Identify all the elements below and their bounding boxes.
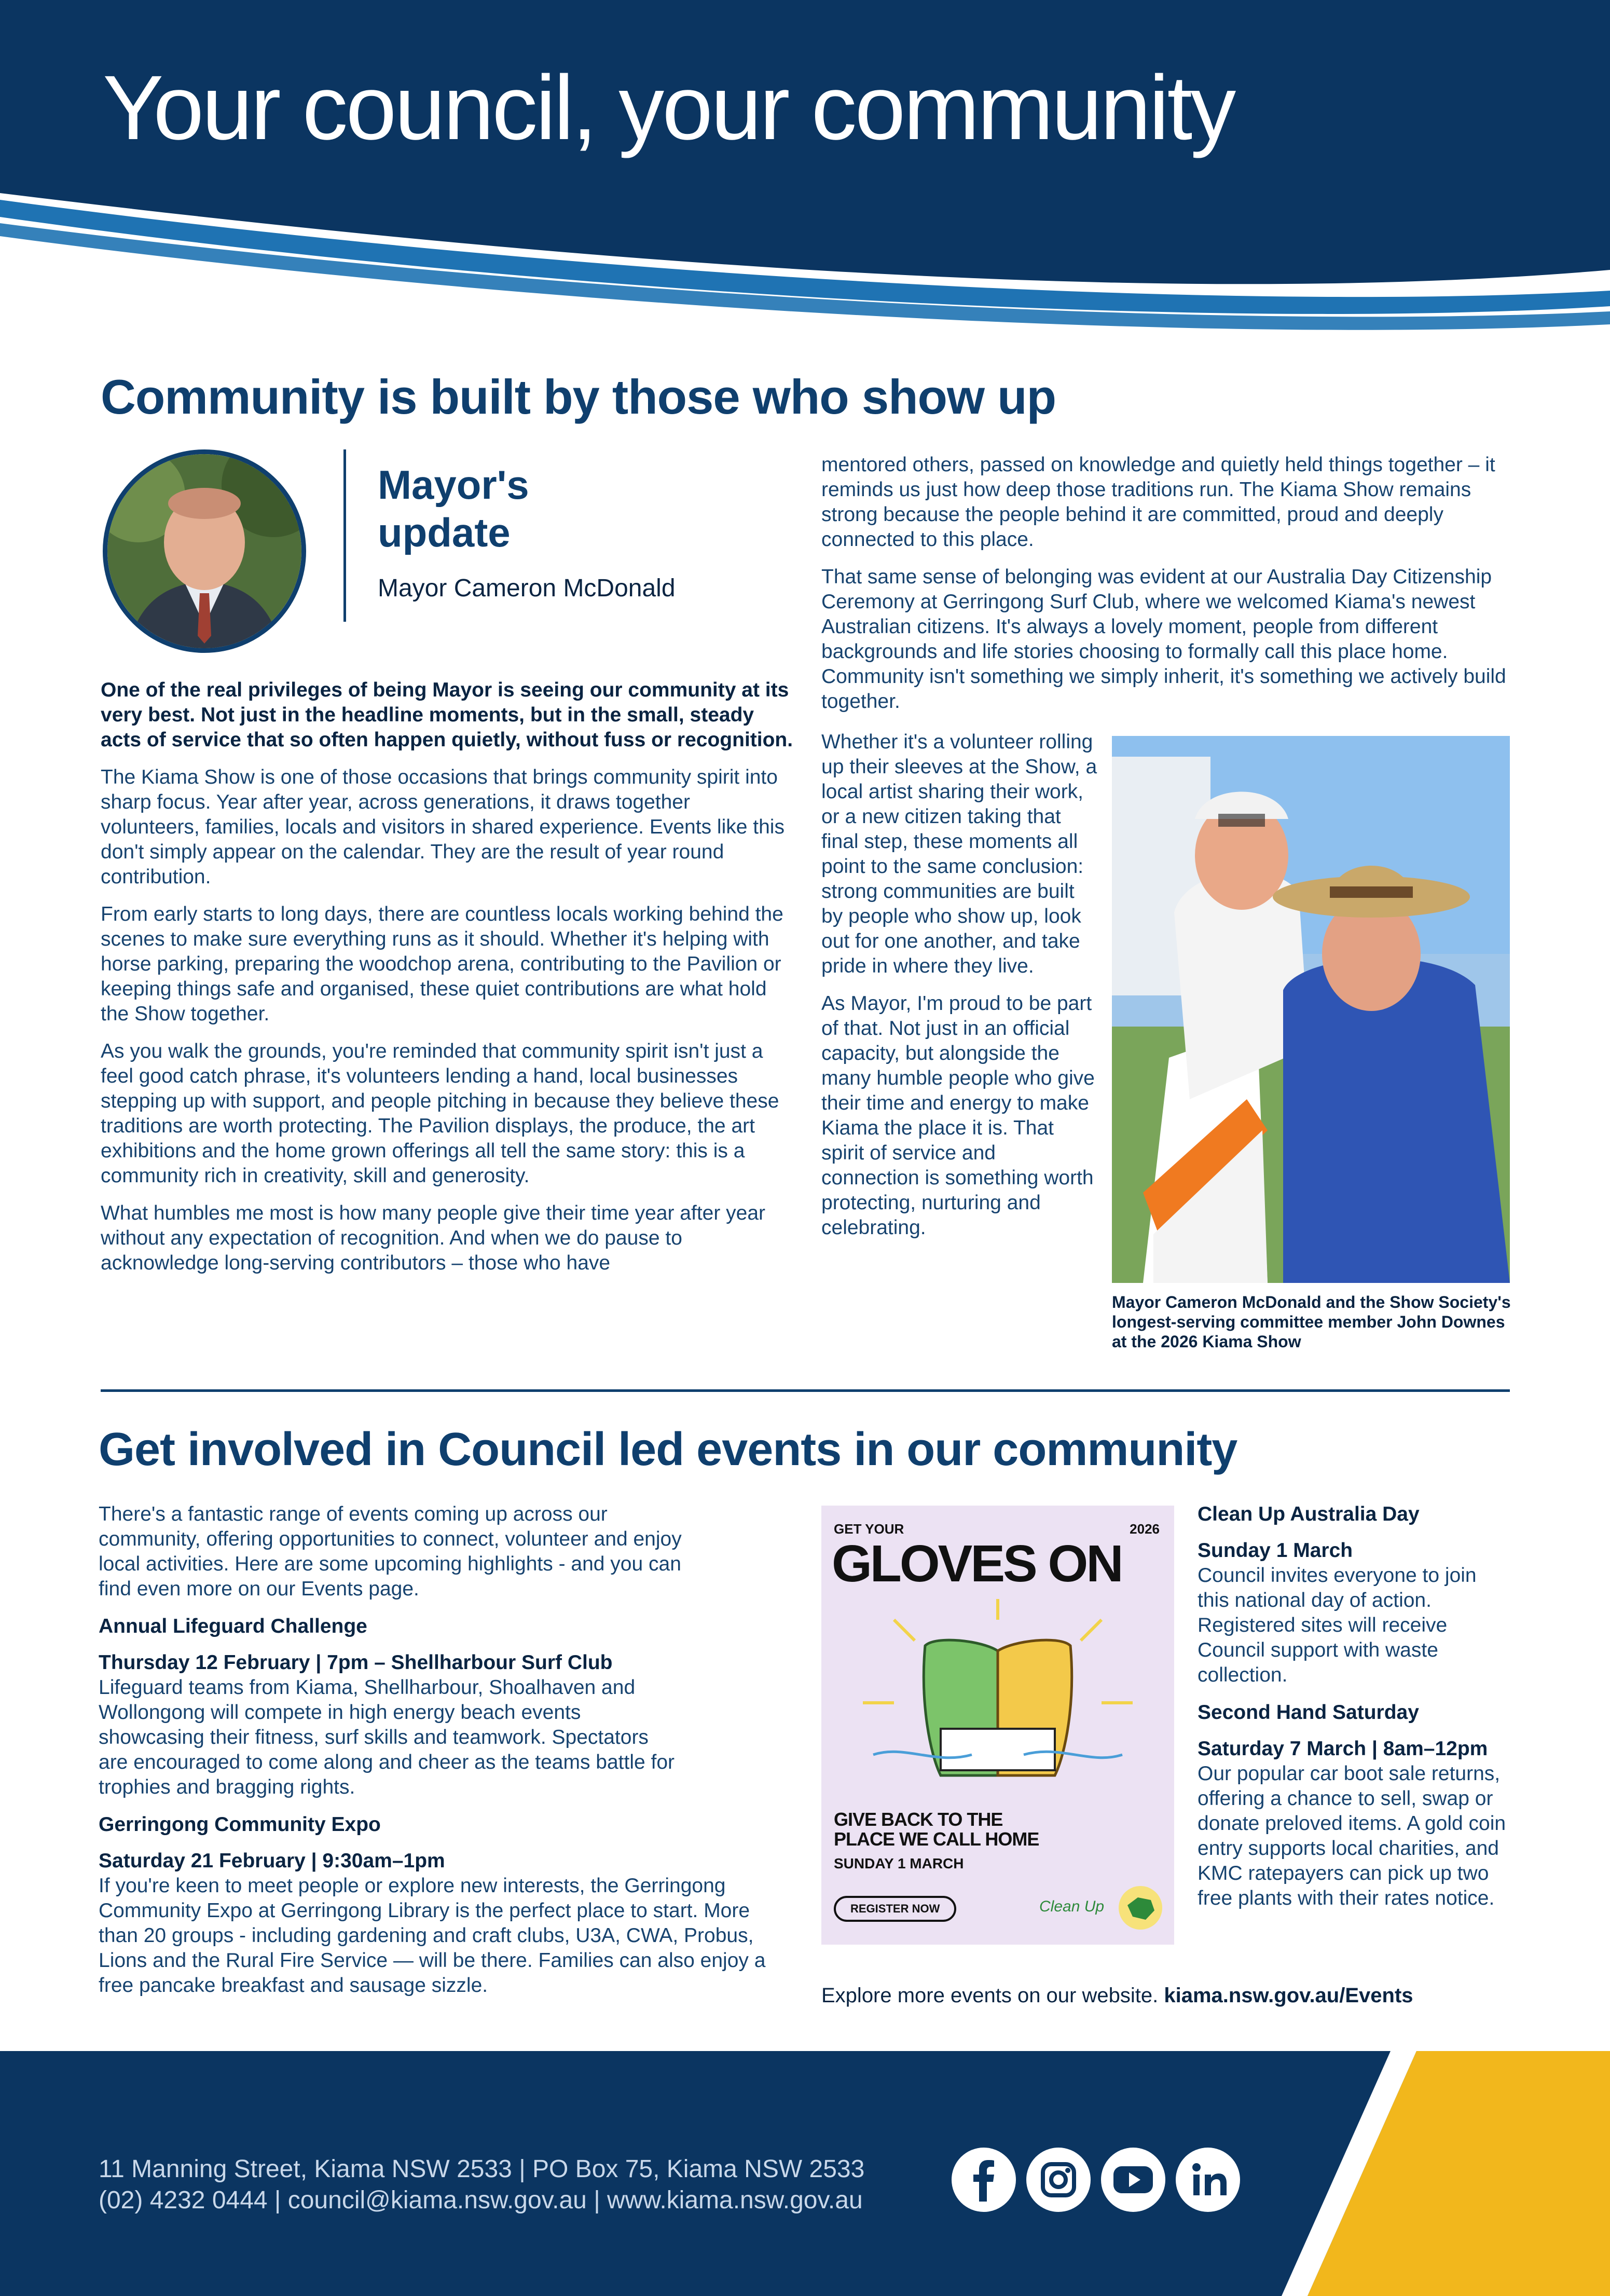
body-paragraph: As Mayor, I'm proud to be part of that. Not just in an official capacity, but alongside the many humble people who give their time and energy to make Kiama the place it is. That spirit of service and connection is something worth protecting, nurturing and celebrating.	[821, 992, 1095, 1239]
mayor-update-title-line2: update	[378, 510, 511, 555]
event-date: Saturday 7 March | 8am–12pm	[1198, 1738, 1488, 1760]
mayor-section-heading: Community is built by those who show up	[101, 370, 1056, 424]
register-now-button[interactable]: REGISTER NOW	[834, 1896, 956, 1922]
event-description: Our popular car boot sale returns, offering a chance to sell, swap or donate preloved items. A gold coin entry supports local charities, and KMC ratepayers can pick up two free plants with their rates notice.	[1198, 1762, 1506, 1909]
event-item	[1198, 1700, 1519, 1911]
poster-year: 2026	[1130, 1521, 1160, 1537]
event-description: Lifeguard teams from Kiama, Shellharbour, Shoalhaven and Wollongong will compete in high energy beach events showcasing their fitness, surf skills and teamwork. Spectators are encouraged to come along and cheer as the teams battle for trophies and bragging rights.	[99, 1676, 675, 1798]
event-date: Thursday 12 February | 7pm – Shellharbour Surf Club	[99, 1651, 613, 1674]
poster-brand: Clean Up	[1039, 1898, 1105, 1915]
mayor-left-column	[101, 678, 794, 1288]
footer-contact	[99, 2154, 864, 2216]
event-date: Sunday 1 March	[1198, 1539, 1353, 1562]
event-title: Gerringong Community Expo	[99, 1813, 381, 1836]
poster-headline: GLOVES ON	[832, 1535, 1122, 1593]
poster-date: SUNDAY 1 MARCH	[834, 1855, 964, 1871]
event-title: Second Hand Saturday	[1198, 1701, 1419, 1724]
events-right-column	[1198, 1502, 1519, 1911]
instagram-icon[interactable]	[1026, 2148, 1091, 2212]
column-divider	[343, 449, 346, 622]
event-item	[99, 1614, 794, 1800]
section-divider	[101, 1389, 1510, 1392]
poster-tagline-line2: PLACE WE CALL HOME	[834, 1828, 1039, 1850]
event-title: Annual Lifeguard Challenge	[99, 1615, 367, 1637]
linkedin-icon[interactable]	[1176, 2148, 1240, 2212]
event-item	[99, 1812, 794, 1998]
body-paragraph: From early starts to long days, there are countless locals working behind the scenes to make sure everything runs as it should. Whether it's helping with horse parking, preparing the woodchop arena, contributing to the Pavilion or keeping things safe and organised, these quiet contributions are what hold the Show together.	[101, 903, 783, 1025]
explore-events-line	[821, 1984, 1413, 2007]
event-item	[1198, 1502, 1519, 1688]
body-paragraph: What humbles me most is how many people give their time year after year without any expectation of recognition. And when we do pause to acknowledge long-serving contributors – those who have	[101, 1202, 766, 1274]
body-paragraph: Whether it's a volunteer rolling up their sleeves at the Show, a local artist sharing their work, or a new citizen taking that final step, these moments all point to the same conclusion: strong communities are built by people who show up, look out for one another, and take pride in where they live.	[821, 731, 1097, 977]
poster-tagline	[834, 1810, 1039, 1849]
poster-tagline-line1: GIVE BACK TO THE	[834, 1809, 1003, 1830]
show-photo	[1112, 736, 1510, 1283]
events-intro: There's a fantastic range of events coming up across our community, offering opportunities to connect, volunteer and enjoy local activities. Here are some upcoming highlights - and you can find even more on our Events page.	[99, 1503, 682, 1600]
header-banner	[0, 0, 1610, 332]
events-section-heading: Get involved in Council led events in our community	[99, 1424, 1237, 1475]
footer-address: 11 Manning Street, Kiama NSW 2533 | PO Box 75, Kiama NSW 2533	[99, 2155, 865, 2183]
event-description: Council invites everyone to join this national day of action. Registered sites will receive Council support with waste collection.	[1198, 1564, 1477, 1686]
facebook-icon[interactable]	[952, 2148, 1016, 2212]
mayor-narrow-column	[821, 730, 1099, 1253]
mayor-update-title	[378, 461, 529, 556]
explore-text: Explore more events on our website.	[821, 1984, 1159, 2007]
lead-paragraph: One of the real privileges of being Mayor is seeing our community at its very best. Not just in the headline moments, but in the small, steady acts of service that so often happen quietly, without fuss or recognition.	[101, 679, 793, 751]
events-left-column	[99, 1502, 794, 1998]
mayor-update-title-line1: Mayor's	[378, 462, 529, 508]
event-date: Saturday 21 February | 9:30am–1pm	[99, 1850, 445, 1872]
mayor-portrait	[103, 449, 306, 653]
body-paragraph: mentored others, passed on knowledge and quietly held things together – it reminds us just how deep those traditions run. The Kiama Show remains strong because the people behind it are committed, proud and deeply connected to this place.	[821, 454, 1495, 551]
clean-up-poster[interactable]	[821, 1506, 1174, 1945]
poster-kicker: GET YOUR	[834, 1521, 904, 1537]
event-title: Clean Up Australia Day	[1198, 1503, 1420, 1525]
masthead-title: Your council, your community	[103, 57, 1234, 159]
events-link[interactable]: kiama.nsw.gov.au/Events	[1164, 1984, 1413, 2007]
event-description: If you're keen to meet people or explore new interests, the Gerringong Community Expo at Gerringong Library is the perfect place to start. More than 20 groups - including gardening and craft clubs, U3A, CWA, Probus, Lions and the Rural Fire Service — will be there. Families can also enjoy a free pancake breakfast and sausage sizzle.	[99, 1875, 766, 1997]
footer-phone-email-web[interactable]: (02) 4232 0444 | council@kiama.nsw.gov.au | www.kiama.nsw.gov.au	[99, 2186, 863, 2214]
youtube-icon[interactable]	[1101, 2148, 1165, 2212]
body-paragraph: As you walk the grounds, you're reminded that community spirit isn't just a feel good catch phrase, it's volunteers lending a hand, local businesses stepping up with support, and people pitching in because they believe these traditions are worth protecting. The Pavilion displays, the produce, the art exhibitions and the home grown offerings all tell the same story: this is a community rich in creativity, skill and generosity.	[101, 1040, 779, 1187]
clean-up-australia-logo-icon	[1117, 1884, 1164, 1931]
photo-caption: Mayor Cameron McDonald and the Show Society's longest-serving committee member John Downes at the 2026 Kiama Show	[1112, 1293, 1511, 1351]
mayor-right-column	[821, 453, 1511, 727]
mayor-byline: Mayor Cameron McDonald	[378, 575, 676, 602]
gloves-illustration	[852, 1599, 1143, 1807]
body-paragraph: The Kiama Show is one of those occasions that brings community spirit into sharp focus. Year after year, across generations, it draws together volunteers, families, locals and visitors in shared experience. Events like this don't simply appear on the calendar. They are the result of year round contribution.	[101, 766, 785, 888]
body-paragraph: That same sense of belonging was evident at our Australia Day Citizenship Ceremony at Gerringong Surf Club, where we welcomed Kiama's newest Australian citizens. It's always a lovely moment, people from different backgrounds and life stories choosing to formally call this place home. Community isn't something we simply inherit, it's something we actively build together.	[821, 566, 1506, 713]
